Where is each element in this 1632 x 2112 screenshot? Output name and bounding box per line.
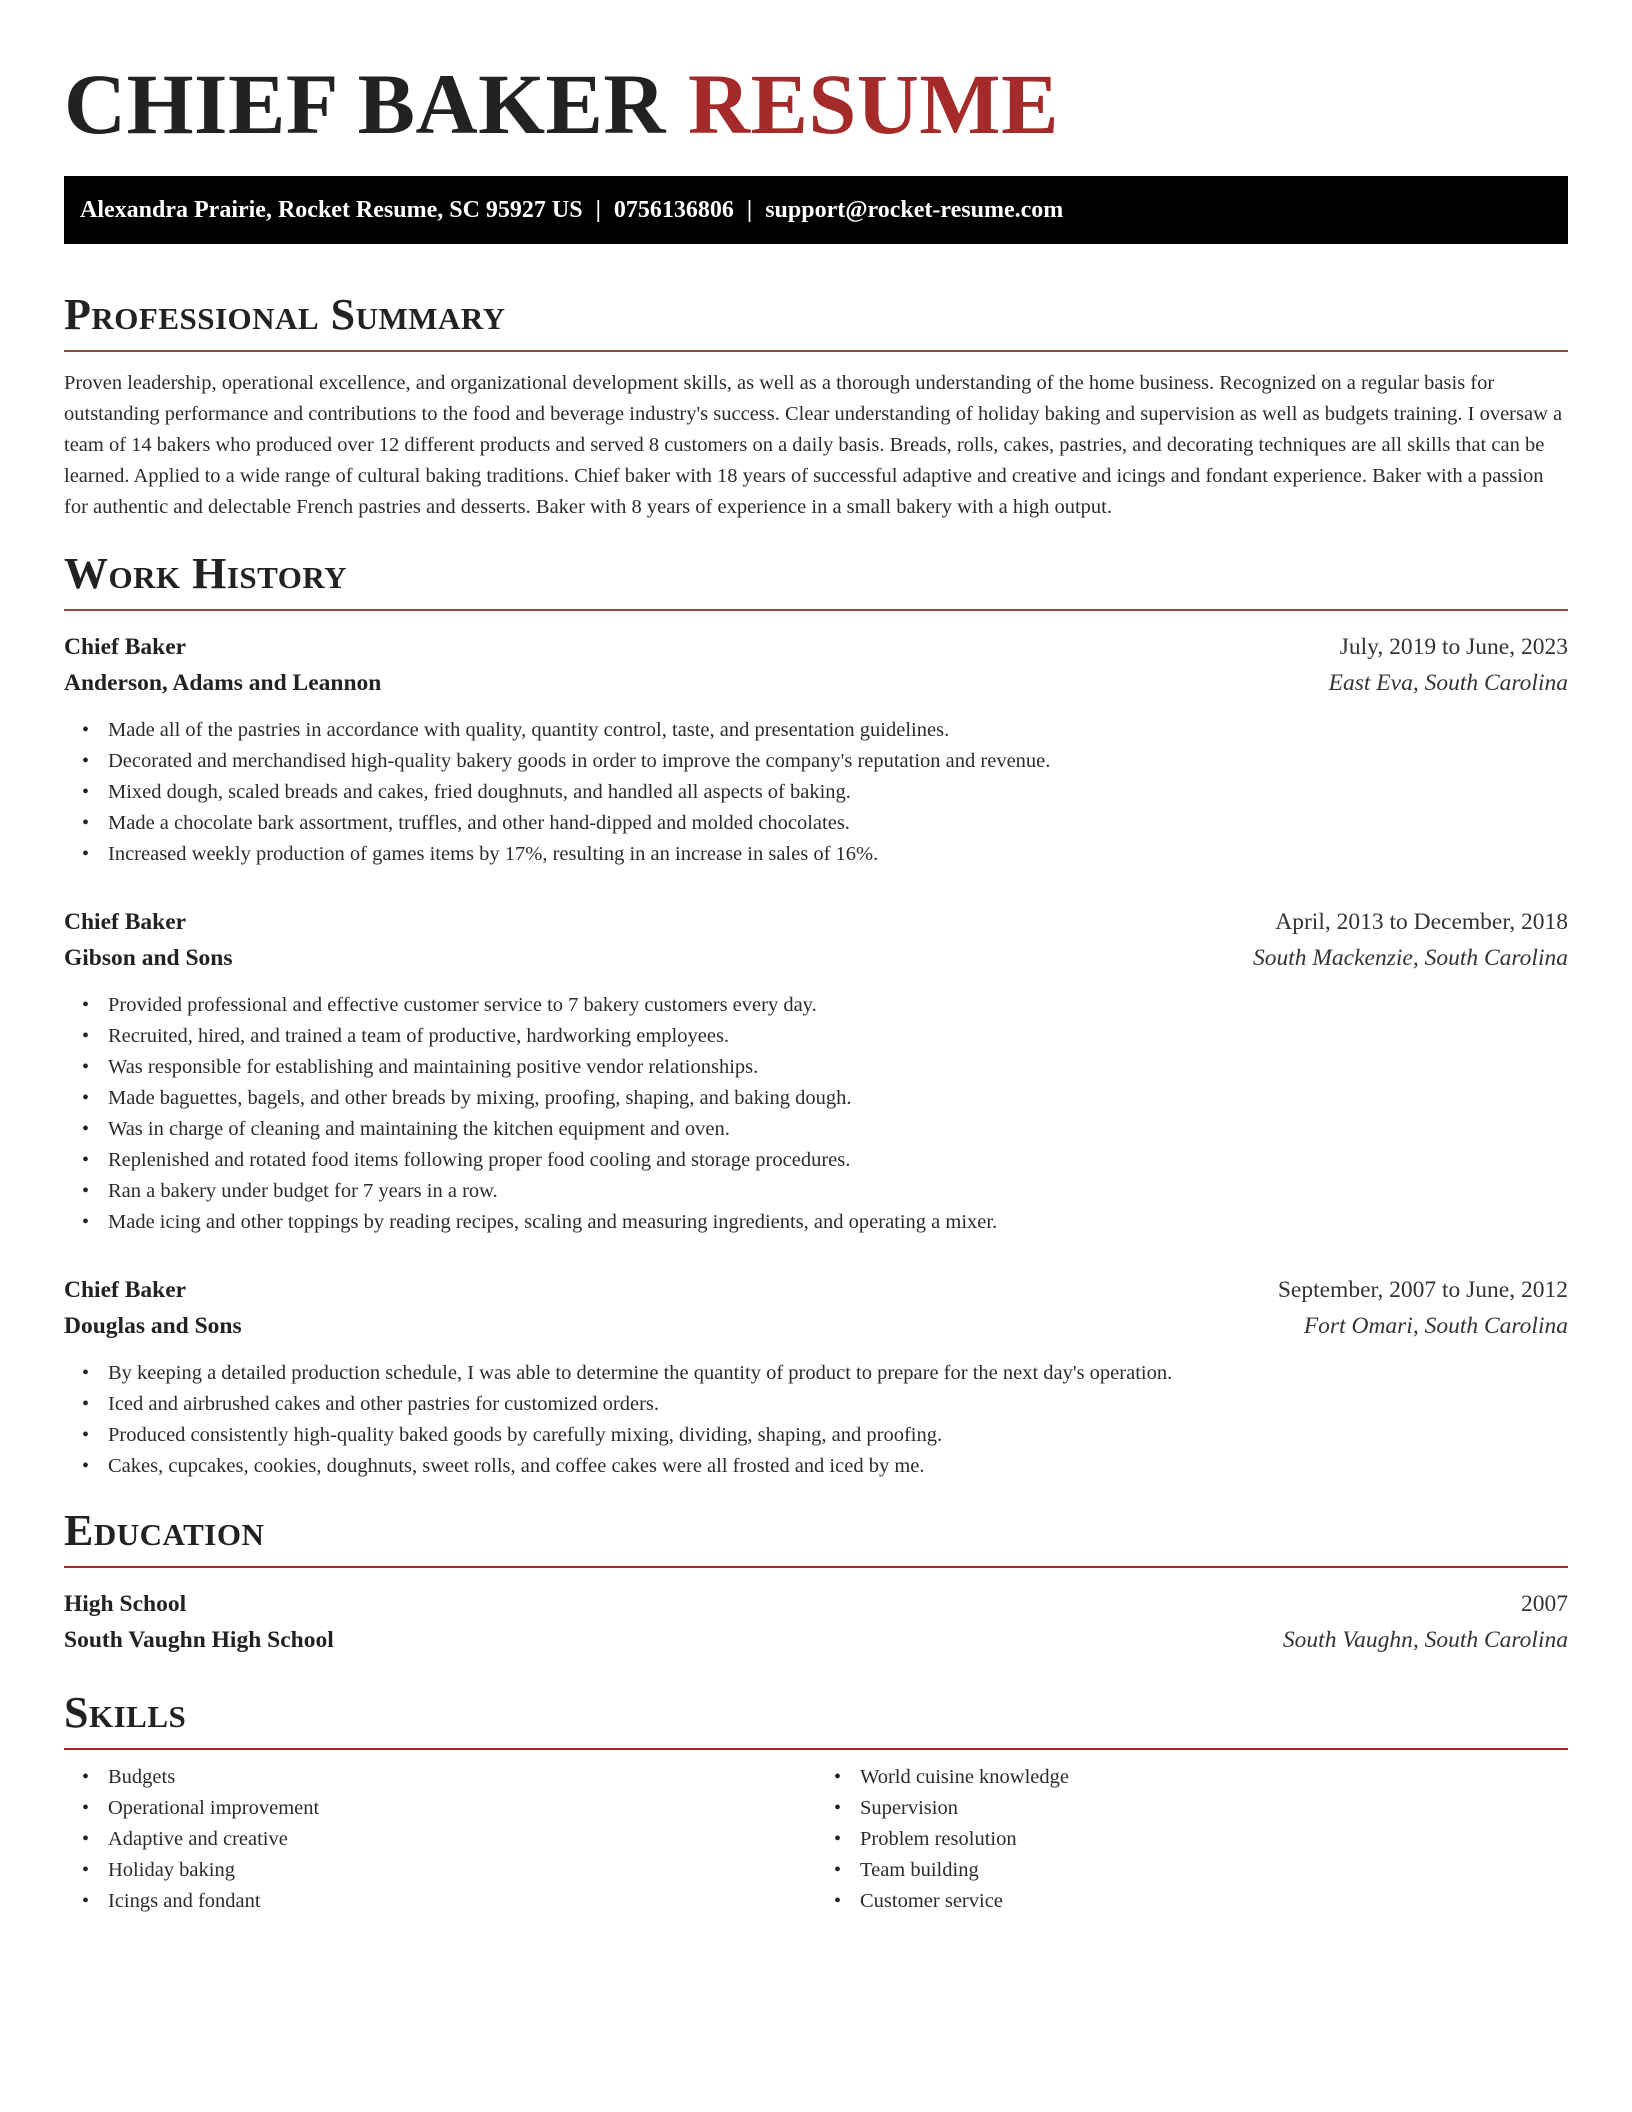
skills-heading: Skills <box>64 1688 187 1737</box>
section-divider <box>64 1748 1568 1750</box>
contact-separator: | <box>595 197 601 223</box>
list-item: • Recruited, hired, and trained a team of productive, hardworking employees. <box>108 1021 1568 1052</box>
education-school: South Vaughn High School <box>64 1627 334 1653</box>
list-item: • Decorated and merchandised high-quality bakery goods in order to improve the company's reputation and revenue. <box>108 746 1568 777</box>
job-location: South Mackenzie, South Carolina <box>1252 945 1568 971</box>
job-title: Chief Baker <box>64 634 187 660</box>
skills-list-left <box>64 1762 816 1917</box>
job-duties-list <box>64 1358 1568 1482</box>
job-dates: September, 2007 to June, 2012 <box>1277 1277 1568 1303</box>
education-heading: Education <box>64 1506 265 1555</box>
contact-address: Alexandra Prairie, Rocket Resume, SC 95927 US <box>80 197 583 223</box>
skill-item: • Holiday baking <box>108 1855 816 1886</box>
job-duties-list <box>64 715 1568 870</box>
job-company-row <box>64 1308 1568 1344</box>
skill-item: • Problem resolution <box>860 1824 1568 1855</box>
job-duties-list <box>64 990 1568 1238</box>
list-item: • Cakes, cupcakes, cookies, doughnuts, sweet rolls, and coffee cakes were all frosted and iced by me. <box>108 1451 1568 1482</box>
skills-section <box>64 1686 1568 1917</box>
list-item: • Iced and airbrushed cakes and other pastries for customized orders. <box>108 1389 1568 1420</box>
contact-phone: 0756136806 <box>613 197 734 223</box>
job-location: Fort Omari, South Carolina <box>1303 1313 1568 1339</box>
education-school-row <box>64 1622 1568 1658</box>
education-section <box>64 1504 1568 1658</box>
list-item: • Made all of the pastries in accordance with quality, quantity control, taste, and presentation guidelines. <box>108 715 1568 746</box>
skill-item: • Adaptive and creative <box>108 1824 816 1855</box>
contact-separator: | <box>746 197 753 223</box>
skill-item: • Budgets <box>108 1762 816 1793</box>
education-degree-row <box>64 1586 1568 1622</box>
education-location: South Vaughn, South Carolina <box>1282 1627 1568 1653</box>
summary-heading: Professional Summary <box>64 290 506 339</box>
job-title: Chief Baker <box>64 909 187 935</box>
list-item: • Made a chocolate bark assortment, truffles, and other hand-dipped and molded chocolates. <box>108 808 1568 839</box>
job-location: East Eva, South Carolina <box>1328 670 1568 696</box>
list-item: • Was in charge of cleaning and maintaining the kitchen equipment and oven. <box>108 1114 1568 1145</box>
skills-columns <box>64 1762 1568 1917</box>
section-divider <box>64 350 1568 352</box>
list-item: • Ran a bakery under budget for 7 years in a row. <box>108 1176 1568 1207</box>
list-item: • Provided professional and effective customer service to 7 bakery customers every day. <box>108 990 1568 1021</box>
section-divider <box>64 609 1568 611</box>
work-history-heading: Work History <box>64 549 348 598</box>
title-main: CHIEF BAKER <box>64 56 666 152</box>
job-title-row <box>64 1272 1568 1308</box>
section-divider <box>64 1566 1568 1568</box>
list-item: • Made icing and other toppings by reading recipes, scaling and measuring ingredients, and operating a mixer. <box>108 1207 1568 1238</box>
resume-title <box>64 0 1568 176</box>
work-history-section <box>64 547 1568 1482</box>
education-entry <box>64 1586 1568 1658</box>
skill-item: • Supervision <box>860 1793 1568 1824</box>
list-item: • Increased weekly production of games items by 17%, resulting in an increase in sales of 16%. <box>108 839 1568 870</box>
skill-item: • Team building <box>860 1855 1568 1886</box>
skill-item: • World cuisine knowledge <box>860 1762 1568 1793</box>
list-item: • Was responsible for establishing and maintaining positive vendor relationships. <box>108 1052 1568 1083</box>
list-item: • By keeping a detailed production schedule, I was able to determine the quantity of product to prepare for the next day's operation. <box>108 1358 1568 1389</box>
summary-text: Proven leadership, operational excellence, and organizational development skills, as well as a thorough understanding of the home business. Recognized on a regular basis for outstanding performance and contributions to the food and beverage industry's success. Clear understanding of holiday baking and supervision as well as budgets training. I oversaw a team of 14 bakers who produced over 12 different products and served 8 customers on a daily basis. Breads, rolls, cakes, pastries, and decorating techniques are all skills that can be learned. Applied to a wide range of cultural baking traditions. Chief baker with 18 years of successful adaptive and creative and icings and fondant experience. Baker with a passion for authentic and delectable French pastries and desserts. Baker with 8 years of experience in a small bakery with a high output. <box>64 372 1563 518</box>
skill-item: • Customer service <box>860 1886 1568 1917</box>
education-degree: High School <box>64 1591 187 1617</box>
list-item: • Mixed dough, scaled breads and cakes, fried doughnuts, and handled all aspects of baking. <box>108 777 1568 808</box>
job-entry <box>64 1272 1568 1482</box>
job-company: Douglas and Sons <box>64 1313 242 1339</box>
job-title: Chief Baker <box>64 1277 187 1303</box>
job-company-row <box>64 665 1568 701</box>
list-item: • Produced consistently high-quality baked goods by carefully mixing, dividing, shaping, and proofing. <box>108 1420 1568 1451</box>
education-year: 2007 <box>1521 1591 1568 1617</box>
summary-section <box>64 288 1568 523</box>
skills-list-right <box>816 1762 1568 1917</box>
skill-item: • Operational improvement <box>108 1793 816 1824</box>
title-accent: RESUME <box>688 56 1059 152</box>
job-title-row <box>64 629 1568 665</box>
job-dates: July, 2019 to June, 2023 <box>1339 634 1568 660</box>
job-company: Gibson and Sons <box>64 945 233 971</box>
job-dates: April, 2013 to December, 2018 <box>1275 909 1568 935</box>
contact-bar <box>64 176 1568 244</box>
job-company: Anderson, Adams and Leannon <box>64 670 382 696</box>
job-entry <box>64 629 1568 870</box>
contact-email: support@rocket-resume.com <box>765 197 1064 223</box>
job-company-row <box>64 940 1568 976</box>
list-item: • Made baguettes, bagels, and other breads by mixing, proofing, shaping, and baking dough. <box>108 1083 1568 1114</box>
list-item: • Replenished and rotated food items following proper food cooling and storage procedures. <box>108 1145 1568 1176</box>
job-title-row <box>64 904 1568 940</box>
skill-item: • Icings and fondant <box>108 1886 816 1917</box>
job-entry <box>64 904 1568 1238</box>
